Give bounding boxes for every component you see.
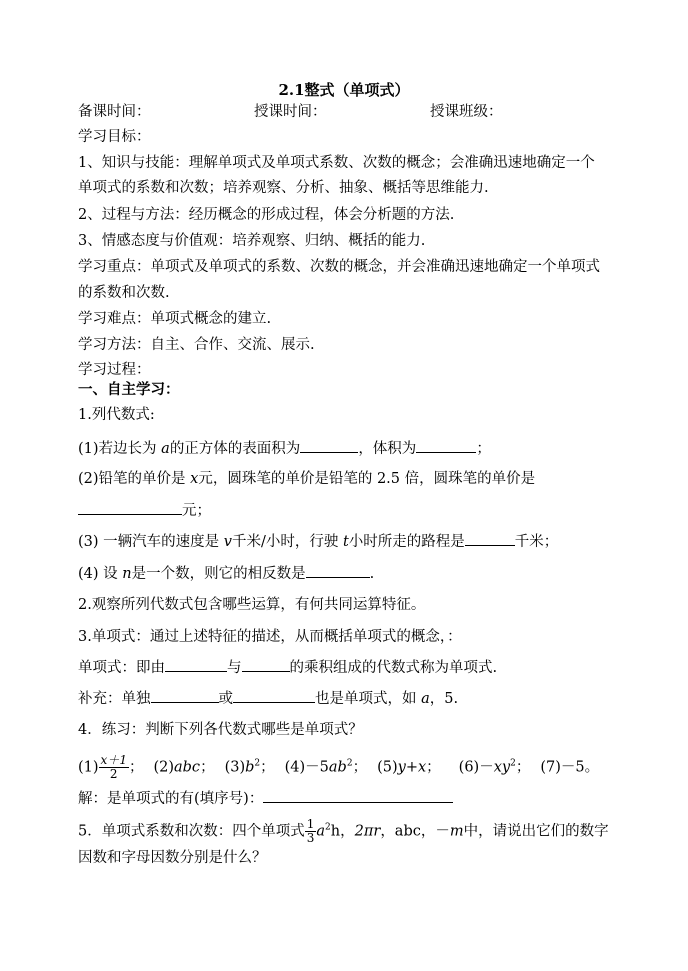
- blank-surface-area[interactable]: [300, 438, 358, 453]
- blank-definition-1[interactable]: [165, 657, 227, 672]
- key-points-a: 学习重点：单项式及单项式的系数、次数的概念，并会准确迅速地确定一个单项式: [78, 259, 600, 275]
- blank-pen-price[interactable]: [78, 500, 182, 515]
- q3-heading: 3.单项式：通过上述特征的描述，从而概括单项式的概念，：: [78, 629, 462, 645]
- blank-definition-2[interactable]: [242, 657, 290, 672]
- q1-part3: (3) 一辆汽车的速度是 v千米/小时，行驶 t小时所走的路程是 千米；: [78, 531, 644, 552]
- q1-part2: (2)铅笔的单价是 x元，圆珠笔的单价是铅笔的 2.5 倍，圆珠笔的单价是: [78, 471, 536, 487]
- blank-distance[interactable]: [465, 531, 515, 546]
- teach-time-label: 授课时间：: [254, 104, 327, 120]
- q5-line2: 因数和字母因数分别是什么？: [78, 850, 267, 866]
- q4-heading: 4．练习：判断下列各代数式哪些是单项式？: [78, 722, 363, 738]
- page-title: 2.1整式（单项式）: [278, 81, 410, 99]
- fraction-one-third: $\frac{1}{3}$: [306, 817, 315, 845]
- objective-1b: 单项式的系数和次数；培养观察、分析、抽象、概括等思维能力.: [78, 180, 489, 196]
- prep-time-label: 备课时间：: [78, 104, 151, 120]
- key-points-b: 的系数和次数.: [78, 285, 170, 301]
- q4-answer: 解：是单项式的有(填序号)：: [78, 788, 644, 809]
- q3-supplement: 补充：单独 或 也是单项式，如 a，5.: [78, 688, 644, 709]
- q1-part4: (4) 设 n是一个数，则它的相反数是 .: [78, 563, 644, 584]
- blank-supplement-2[interactable]: [233, 688, 315, 703]
- objective-1a: 1、知识与技能：理解单项式及单项式系数、次数的概念；会准确迅速地确定一个: [78, 155, 595, 171]
- method: 学习方法：自主、合作、交流、展示.: [78, 337, 315, 353]
- q1-heading: 1.列代数式:: [78, 407, 155, 423]
- blank-volume[interactable]: [416, 438, 476, 453]
- objective-2: 2、过程与方法：经历概念的形成过程，体会分析题的方法.: [78, 207, 455, 223]
- objectives-heading: 学习目标：: [78, 129, 151, 145]
- objective-3: 3、情感态度与价值观：培养观察、归纳、概括的能力.: [78, 233, 426, 249]
- q1-part2-cont: 元；: [78, 500, 644, 521]
- process-heading: 学习过程：: [78, 362, 151, 378]
- blank-monomial-answer[interactable]: [263, 788, 453, 803]
- blank-opposite[interactable]: [306, 563, 370, 578]
- difficulty: 学习难点：单项式概念的建立.: [78, 311, 272, 327]
- blank-supplement-1[interactable]: [151, 688, 219, 703]
- q1-part1: (1)若边长为 a的正方体的表面积为 ，体积为 ；: [78, 438, 644, 459]
- q4-expressions: (1) $\frac{x+1}{2}$ ； (2)abc； $(3)b^2$； $(4)-5ab^2$； (5)y+x； $(6)-xy^2$； (7)－5。: [78, 753, 600, 781]
- class-label: 授课班级：: [430, 104, 503, 120]
- section-heading-self-study: 一、自主学习：: [78, 381, 180, 398]
- q5-line1: 5．单项式系数和次数：四个单项式 $\frac{1}{3}$ $a^2h$，2πr，abc，－m中，请说出它们的数字: [78, 817, 609, 845]
- fraction-x-plus-1-over-2: $\frac{x+1}{2}$: [100, 753, 127, 781]
- q2: 2.观察所列代数式包含哪些运算，有何共同运算特征。: [78, 597, 426, 613]
- q3-definition: 单项式：即由 与 的乘积组成的代数式称为单项式.: [78, 657, 644, 678]
